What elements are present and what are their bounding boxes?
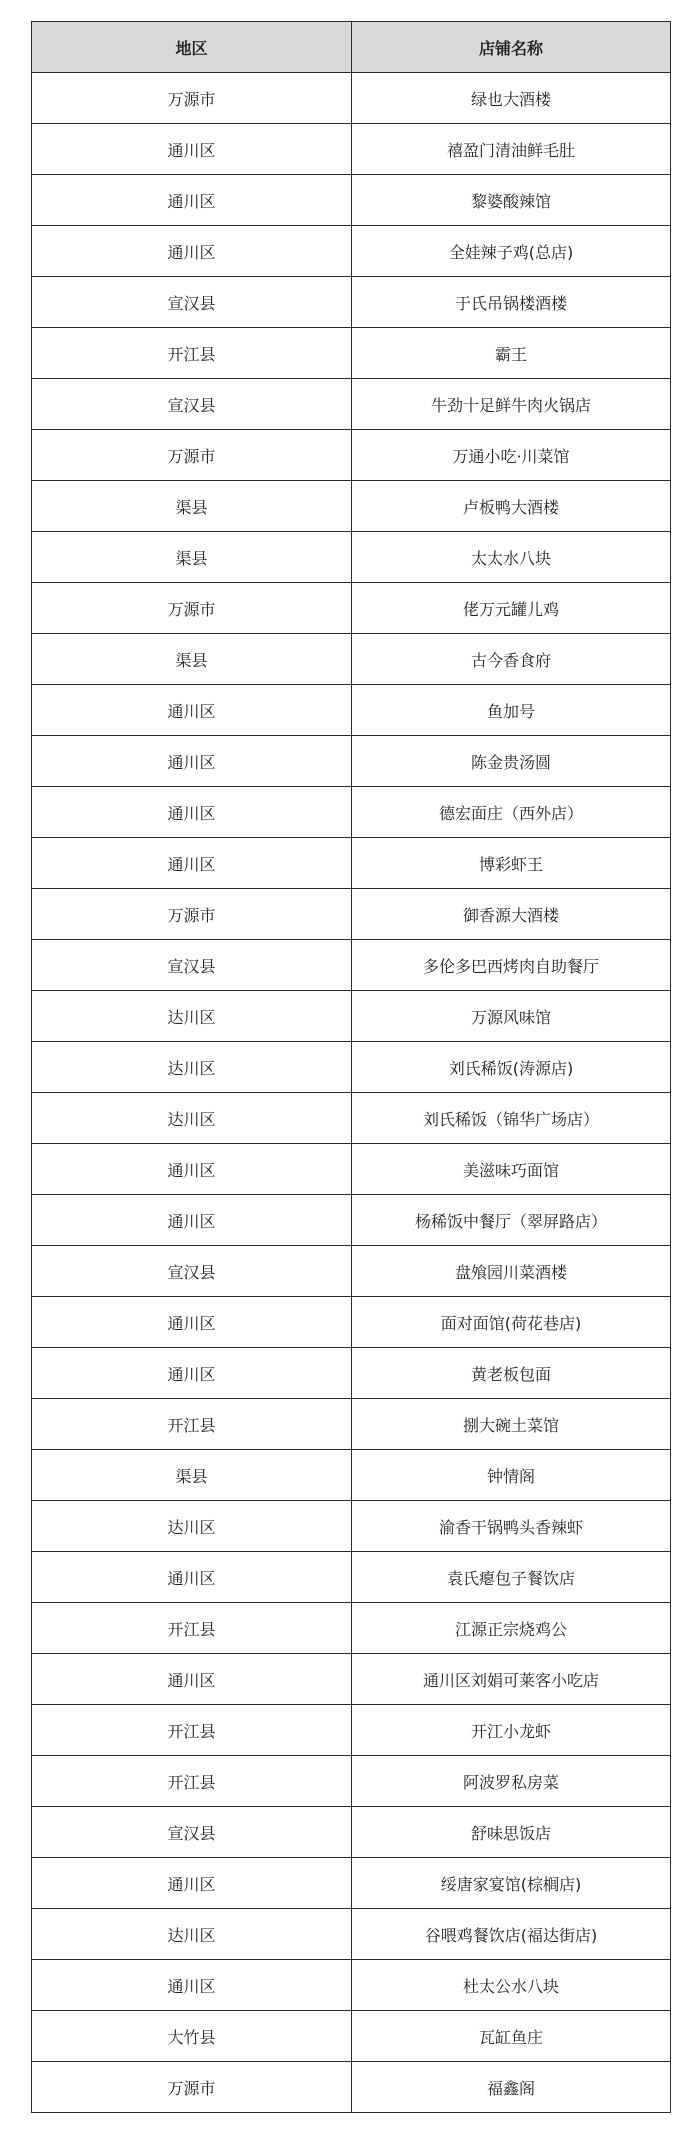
restaurant-table — [31, 21, 671, 2113]
region-cell: 开江县 — [32, 1705, 352, 1756]
shop-name-cell: 古今香食府 — [352, 634, 671, 685]
table-row — [32, 124, 671, 175]
region-cell: 通川区 — [32, 226, 352, 277]
table-row — [32, 2062, 671, 2113]
region-cell: 通川区 — [32, 1144, 352, 1195]
header-row — [32, 22, 671, 73]
region-cell: 万源市 — [32, 2062, 352, 2113]
shop-name-cell: 陈金贵汤圆 — [352, 736, 671, 787]
shop-name-cell: 江源正宗烧鸡公 — [352, 1603, 671, 1654]
region-cell: 开江县 — [32, 1603, 352, 1654]
shop-name-cell: 黎婆酸辣馆 — [352, 175, 671, 226]
region-cell: 渠县 — [32, 481, 352, 532]
shop-name-cell: 面对面馆(荷花巷店) — [352, 1297, 671, 1348]
region-cell: 通川区 — [32, 1348, 352, 1399]
region-cell: 开江县 — [32, 328, 352, 379]
shop-name-cell: 御香源大酒楼 — [352, 889, 671, 940]
shop-name-cell: 刘氏稀饭（锦华广场店） — [352, 1093, 671, 1144]
table-row — [32, 1603, 671, 1654]
shop-name-cell: 鱼加号 — [352, 685, 671, 736]
region-cell: 达川区 — [32, 1501, 352, 1552]
table-row — [32, 379, 671, 430]
region-cell: 宣汉县 — [32, 1807, 352, 1858]
table-row — [32, 1093, 671, 1144]
table-row — [32, 328, 671, 379]
shop-name-cell: 钟情阁 — [352, 1450, 671, 1501]
region-cell: 渠县 — [32, 634, 352, 685]
region-cell: 通川区 — [32, 1858, 352, 1909]
shop-name-cell: 渝香干锅鸭头香辣虾 — [352, 1501, 671, 1552]
table-row — [32, 1348, 671, 1399]
table-row — [32, 175, 671, 226]
shop-name-cell: 福鑫阁 — [352, 2062, 671, 2113]
table-row — [32, 1501, 671, 1552]
shop-name-cell: 多伦多巴西烤肉自助餐厅 — [352, 940, 671, 991]
region-cell: 万源市 — [32, 583, 352, 634]
table-row — [32, 991, 671, 1042]
shop-name-cell: 万源风味馆 — [352, 991, 671, 1042]
table-row — [32, 1858, 671, 1909]
region-cell: 万源市 — [32, 430, 352, 481]
region-cell: 万源市 — [32, 73, 352, 124]
table-header — [32, 22, 671, 73]
shop-name-cell: 德宏面庄（西外店） — [352, 787, 671, 838]
table-row — [32, 940, 671, 991]
table-row — [32, 736, 671, 787]
region-cell: 通川区 — [32, 1552, 352, 1603]
region-cell: 通川区 — [32, 1195, 352, 1246]
shop-name-cell: 捌大碗土菜馆 — [352, 1399, 671, 1450]
shop-name-cell: 瓦缸鱼庄 — [352, 2011, 671, 2062]
table-row — [32, 1807, 671, 1858]
table-row — [32, 1195, 671, 1246]
region-cell: 通川区 — [32, 1654, 352, 1705]
shop-name-cell: 杨稀饭中餐厅（翠屏路店） — [352, 1195, 671, 1246]
shop-name-cell: 开江小龙虾 — [352, 1705, 671, 1756]
shop-name-cell: 绥唐家宴馆(棕榈店) — [352, 1858, 671, 1909]
shop-name-cell: 禧盈门清油鲜毛肚 — [352, 124, 671, 175]
region-cell: 通川区 — [32, 736, 352, 787]
table-row — [32, 481, 671, 532]
table-row — [32, 1399, 671, 1450]
shop-name-cell: 谷喂鸡餐饮店(福达街店) — [352, 1909, 671, 1960]
table-row — [32, 1042, 671, 1093]
table-row — [32, 1654, 671, 1705]
region-cell: 通川区 — [32, 787, 352, 838]
region-cell: 宣汉县 — [32, 277, 352, 328]
table-row — [32, 430, 671, 481]
shop-name-cell: 全娃辣子鸡(总店) — [352, 226, 671, 277]
shop-name-cell: 霸王 — [352, 328, 671, 379]
shop-name-cell: 卢板鸭大酒楼 — [352, 481, 671, 532]
shop-name-cell: 绿也大酒楼 — [352, 73, 671, 124]
region-cell: 开江县 — [32, 1756, 352, 1807]
shop-name-cell: 杜太公水八块 — [352, 1960, 671, 2011]
region-cell: 宣汉县 — [32, 1246, 352, 1297]
table-row — [32, 787, 671, 838]
region-cell: 万源市 — [32, 889, 352, 940]
region-cell: 通川区 — [32, 124, 352, 175]
table-row — [32, 1705, 671, 1756]
shop-name-cell: 袁氏瘪包子餐饮店 — [352, 1552, 671, 1603]
shop-name-cell: 黄老板包面 — [352, 1348, 671, 1399]
shop-name-cell: 刘氏稀饭(涛源店) — [352, 1042, 671, 1093]
table-row — [32, 634, 671, 685]
region-cell: 宣汉县 — [32, 379, 352, 430]
table-row — [32, 1909, 671, 1960]
table-row — [32, 889, 671, 940]
table-row — [32, 1960, 671, 2011]
table-row — [32, 1297, 671, 1348]
region-cell: 宣汉县 — [32, 940, 352, 991]
region-cell: 达川区 — [32, 1093, 352, 1144]
shop-name-cell: 美滋味巧面馆 — [352, 1144, 671, 1195]
table-row — [32, 583, 671, 634]
region-cell: 渠县 — [32, 532, 352, 583]
region-cell: 达川区 — [32, 1042, 352, 1093]
table-body — [32, 73, 671, 2113]
region-cell: 达川区 — [32, 1909, 352, 1960]
shop-name-cell: 舒味思饭店 — [352, 1807, 671, 1858]
table-row — [32, 838, 671, 889]
table-row — [32, 1450, 671, 1501]
column-header-region: 地区 — [32, 22, 352, 73]
column-header-shop-name: 店铺名称 — [352, 22, 671, 73]
shop-name-cell: 阿波罗私房菜 — [352, 1756, 671, 1807]
shop-name-cell: 牛劲十足鲜牛肉火锅店 — [352, 379, 671, 430]
table-row — [32, 1552, 671, 1603]
table-row — [32, 685, 671, 736]
shop-name-cell: 万通小吃·川菜馆 — [352, 430, 671, 481]
region-cell: 大竹县 — [32, 2011, 352, 2062]
table-row — [32, 73, 671, 124]
region-cell: 通川区 — [32, 838, 352, 889]
table-row — [32, 1144, 671, 1195]
shop-name-cell: 于氏吊锅楼酒楼 — [352, 277, 671, 328]
shop-name-cell: 太太水八块 — [352, 532, 671, 583]
region-cell: 开江县 — [32, 1399, 352, 1450]
table-row — [32, 2011, 671, 2062]
region-cell: 达川区 — [32, 991, 352, 1042]
table-row — [32, 277, 671, 328]
region-cell: 通川区 — [32, 685, 352, 736]
table-row — [32, 1756, 671, 1807]
region-cell: 渠县 — [32, 1450, 352, 1501]
table-row — [32, 1246, 671, 1297]
shop-name-cell: 通川区刘娟可莱客小吃店 — [352, 1654, 671, 1705]
region-cell: 通川区 — [32, 175, 352, 226]
table-row — [32, 532, 671, 583]
shop-name-cell: 盘飧园川菜酒楼 — [352, 1246, 671, 1297]
region-cell: 通川区 — [32, 1960, 352, 2011]
restaurant-table-container — [31, 21, 670, 2113]
shop-name-cell: 博彩虾王 — [352, 838, 671, 889]
table-row — [32, 226, 671, 277]
region-cell: 通川区 — [32, 1297, 352, 1348]
shop-name-cell: 佬万元罐儿鸡 — [352, 583, 671, 634]
